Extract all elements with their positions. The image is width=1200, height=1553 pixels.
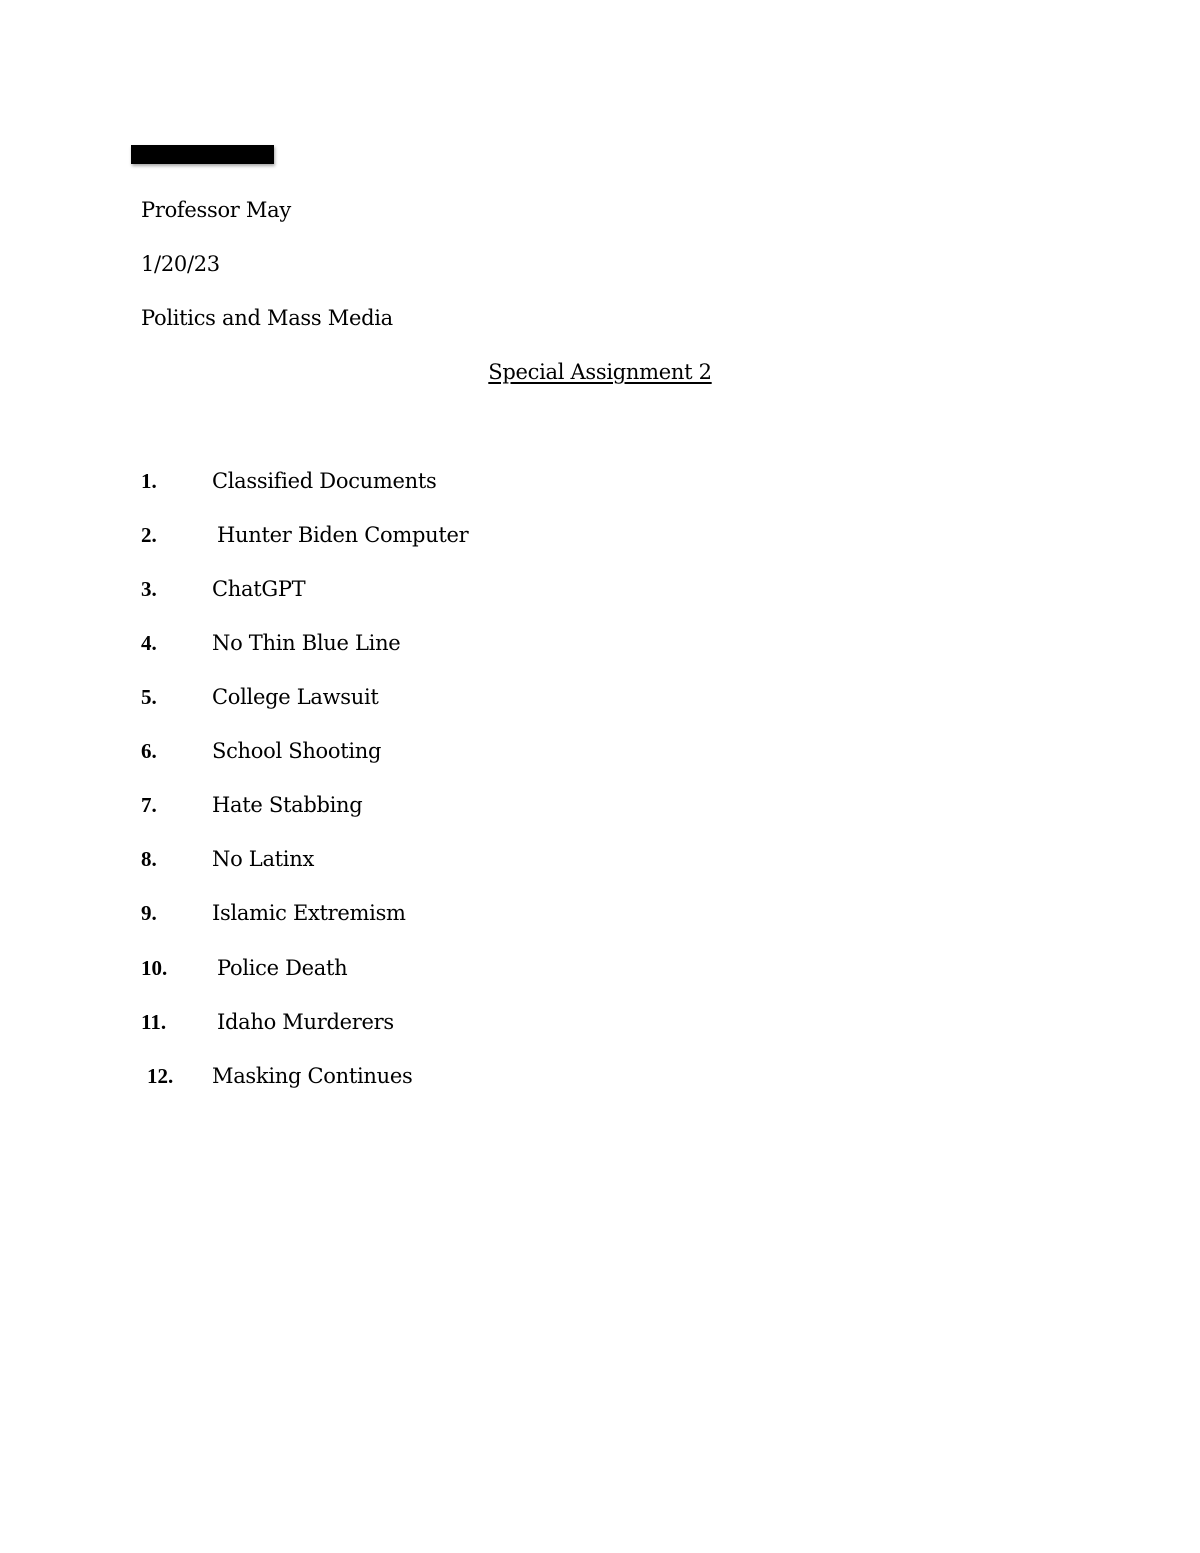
list-item bbox=[0, 466, 1200, 496]
assignment-date: 1/20/23 bbox=[141, 252, 220, 276]
list-item-text: ChatGPT bbox=[212, 577, 306, 601]
list-item bbox=[0, 953, 1200, 983]
list-item-number: 6. bbox=[141, 739, 157, 763]
professor-name: Professor May bbox=[141, 198, 291, 222]
list-item bbox=[0, 844, 1200, 874]
list-item-number: 2. bbox=[141, 523, 157, 547]
list-item bbox=[0, 574, 1200, 604]
list-item bbox=[0, 628, 1200, 658]
list-item-number: 1. bbox=[141, 469, 157, 493]
list-item-number: 4. bbox=[141, 631, 157, 655]
list-item-text: Idaho Murderers bbox=[217, 1010, 394, 1034]
list-item-text: Hate Stabbing bbox=[212, 793, 363, 817]
list-item bbox=[0, 682, 1200, 712]
list-item-number: 7. bbox=[141, 793, 157, 817]
list-item-number: 9. bbox=[141, 901, 157, 925]
list-item bbox=[0, 790, 1200, 820]
course-name: Politics and Mass Media bbox=[141, 306, 393, 330]
page-title-text: Special Assignment 2 bbox=[488, 360, 712, 384]
list-item bbox=[0, 898, 1200, 928]
list-item-text: Police Death bbox=[217, 956, 348, 980]
list-item-text: College Lawsuit bbox=[212, 685, 379, 709]
list-item-text: Masking Continues bbox=[212, 1064, 413, 1088]
list-item-text: No Latinx bbox=[212, 847, 314, 871]
list-item-number: 5. bbox=[141, 685, 157, 709]
list-item bbox=[0, 1007, 1200, 1037]
list-item bbox=[0, 736, 1200, 766]
list-item bbox=[0, 520, 1200, 550]
list-item-number: 11. bbox=[141, 1010, 167, 1034]
list-item-text: School Shooting bbox=[212, 739, 382, 763]
list-item-text: Classified Documents bbox=[212, 469, 437, 493]
list-item-number: 12. bbox=[147, 1064, 174, 1088]
list-item-number: 3. bbox=[141, 577, 157, 601]
list-item-number: 8. bbox=[141, 847, 157, 871]
list-item-text: Islamic Extremism bbox=[212, 901, 406, 925]
list-item-text: No Thin Blue Line bbox=[212, 631, 401, 655]
list-item-number: 10. bbox=[141, 956, 168, 980]
list-item bbox=[0, 1061, 1200, 1091]
list-item-text: Hunter Biden Computer bbox=[217, 523, 469, 547]
